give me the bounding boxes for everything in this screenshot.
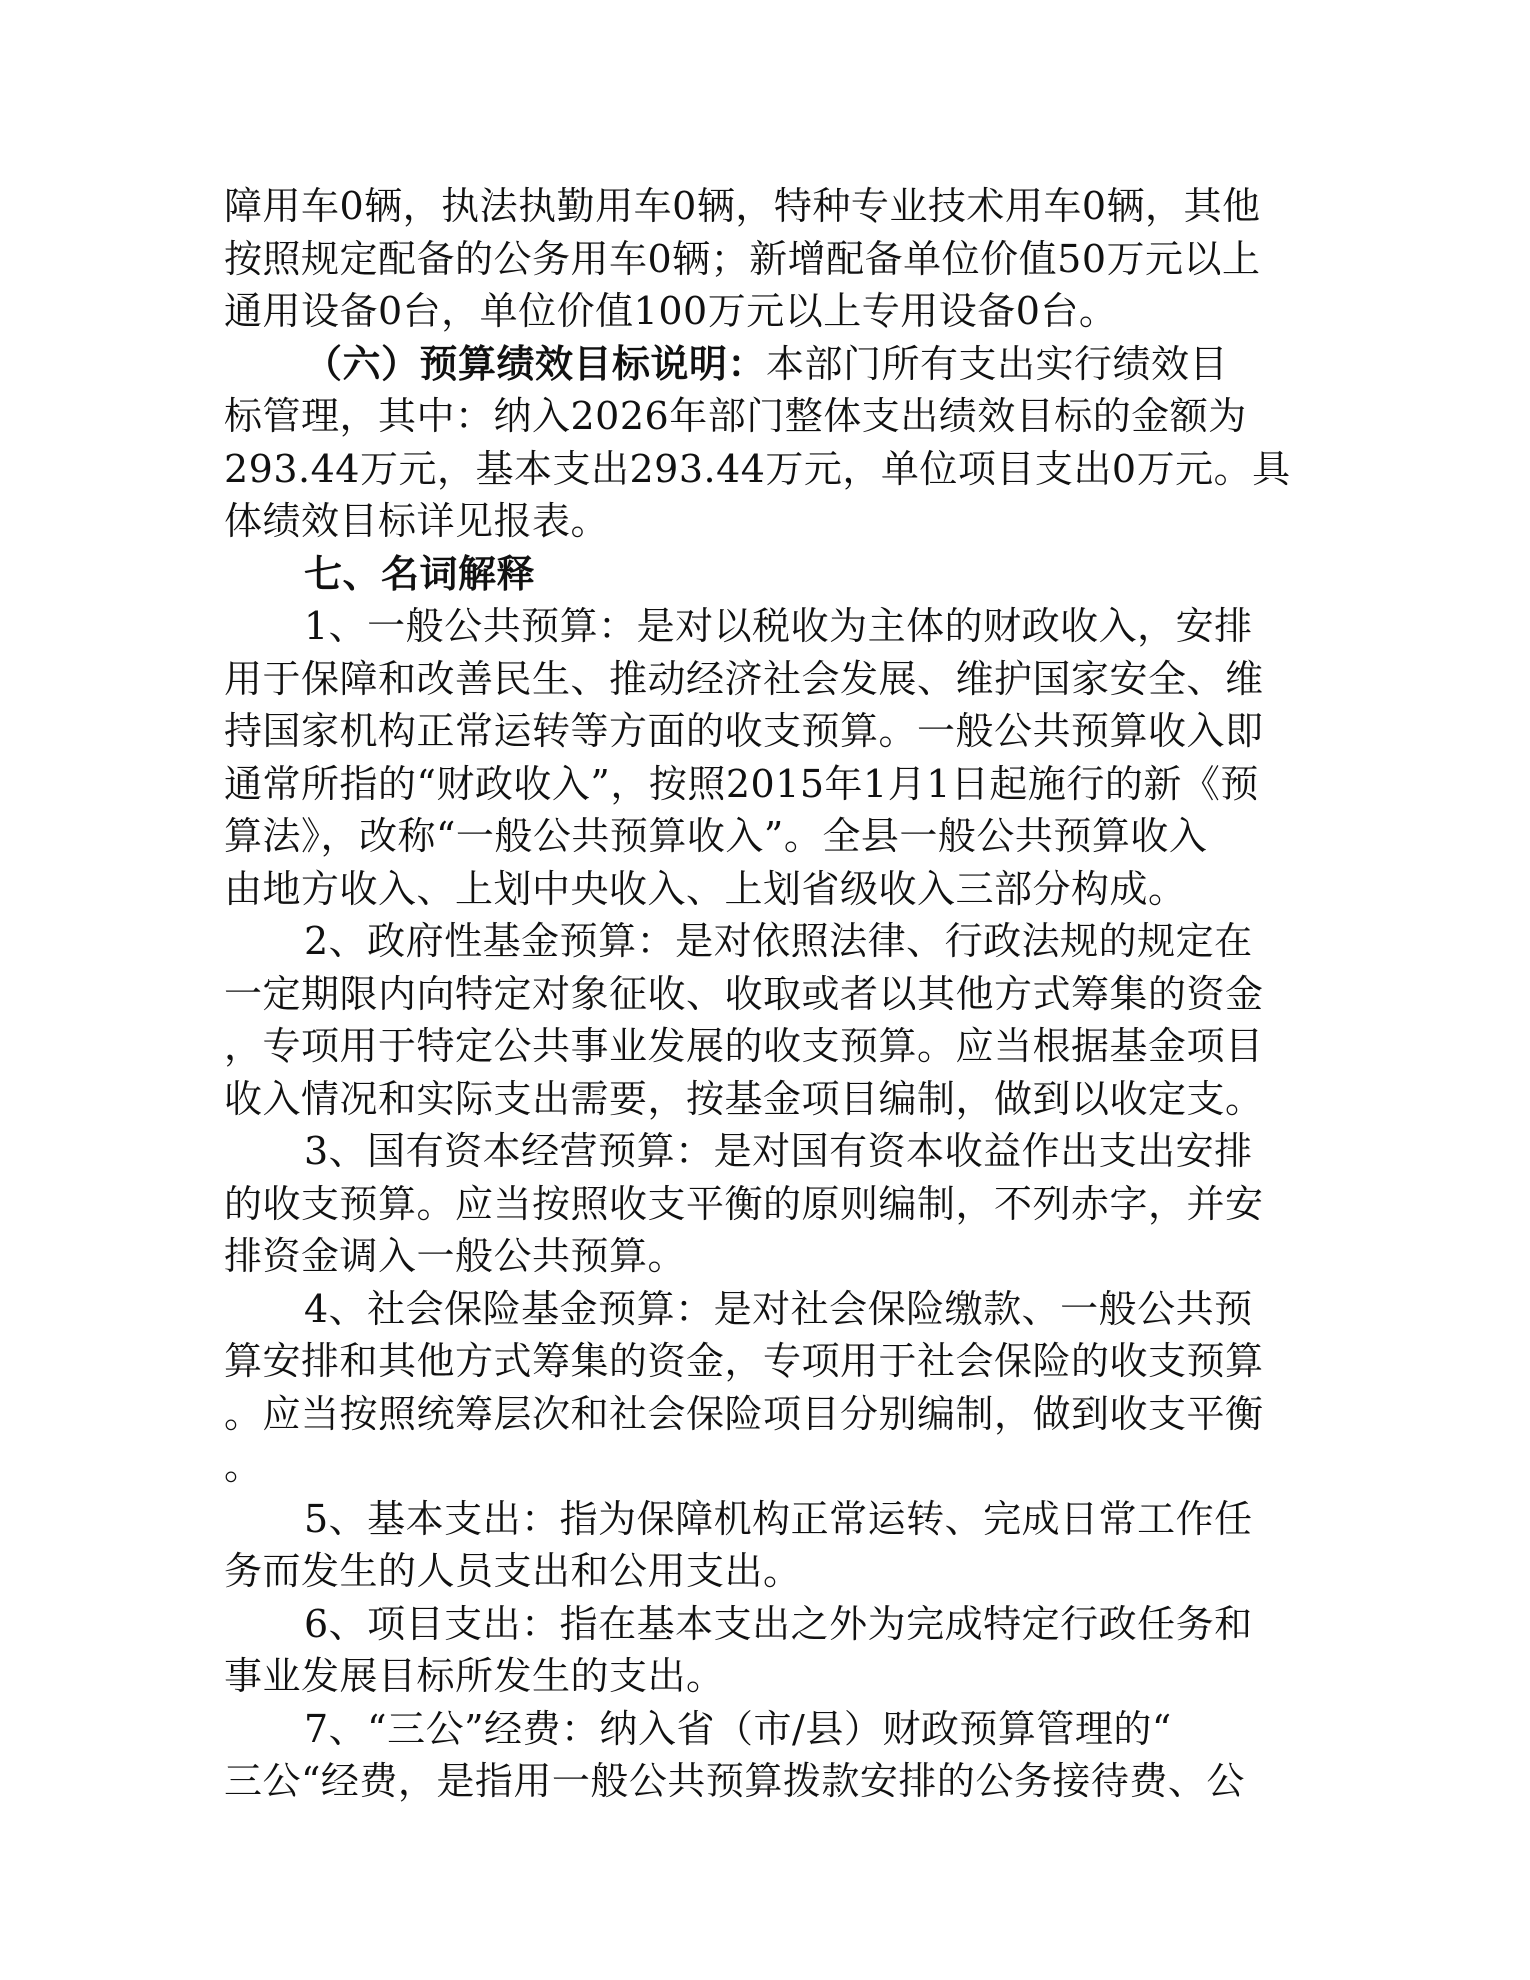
glossary-item-line: 3、国有资本经营预算：是对国有资本收益作出支出安排 [304, 1129, 1253, 1173]
body-line: 体绩效目标详见报表。 [224, 499, 610, 543]
section-heading-glossary: 七、名词解释 [304, 550, 536, 596]
glossary-item-line: 6、项目支出：指在基本支出之外为完成特定行政任务和 [304, 1601, 1253, 1646]
glossary-item-line: 4、社会保险基金预算：是对社会保险缴款、一般公共预 [304, 1286, 1253, 1331]
body-line: 标管理，其中：纳入2026年部门整体支出绩效目标的金额为 [224, 394, 1247, 438]
section-line-performance-goals [224, 338, 1310, 391]
section-heading-performance-goals: （六）预算绩效目标说明： [304, 340, 767, 386]
body-line: ，专项用于特定公共事业发展的收支预算。应当根据基金项目 [224, 1024, 1264, 1068]
body-line: 算法》，改称“一般公共预算收入”。全县一般公共预算收入 [224, 814, 1208, 858]
body-line: 。应当按照统筹层次和社会保险项目分别编制，做到收支平衡 [224, 1391, 1264, 1436]
body-line: 事业发展目标所发生的支出。 [224, 1654, 725, 1698]
glossary-item-line: 5、基本支出：指为保障机构正常运转、完成日常工作任 [304, 1496, 1253, 1541]
body-line: 的收支预算。应当按照收支平衡的原则编制，不列赤字，并安 [224, 1181, 1264, 1226]
body-line: 通常所指的“财政收入”，按照2015年1月1日起施行的新《预 [224, 761, 1259, 806]
body-line: 务而发生的人员支出和公用支出。 [224, 1549, 802, 1593]
body-line: 收入情况和实际支出需要，按基金项目编制，做到以收定支。 [224, 1076, 1264, 1121]
glossary-item-line: 2、政府性基金预算：是对依照法律、行政法规的规定在 [304, 919, 1253, 963]
body-line: 障用车0辆，执法执勤用车0辆，特种专业技术用车0辆，其他 [224, 184, 1261, 228]
body-line: 三公“经费，是指用一般公共预算拨款安排的公务接待费、公 [224, 1759, 1245, 1803]
body-line: 算安排和其他方式筹集的资金，专项用于社会保险的收支预算 [224, 1339, 1264, 1383]
body-line: 。 [224, 1444, 263, 1488]
glossary-item-line: 7、“三公”经费：纳入省（市/县）财政预算管理的“ [304, 1706, 1172, 1751]
glossary-item-line: 1、一般公共预算：是对以税收为主体的财政收入，安排 [304, 604, 1253, 648]
body-line: 持国家机构正常运转等方面的收支预算。一般公共预算收入即 [224, 709, 1264, 753]
document-body [224, 180, 1310, 1808]
body-line: 293.44万元，基本支出293.44万元，单位项目支出0万元。具 [224, 446, 1291, 491]
body-line: 排资金调入一般公共预算。 [224, 1234, 687, 1278]
body-line: 通用设备0台，单位价值100万元以上专用设备0台。 [224, 289, 1118, 333]
body-line: 一定期限内向特定对象征收、收取或者以其他方式筹集的资金 [224, 971, 1264, 1016]
body-line: 由地方收入、上划中央收入、上划省级收入三部分构成。 [224, 866, 1187, 911]
body-line: 按照规定配备的公务用车0辆；新增配备单位价值50万元以上 [224, 236, 1261, 281]
body-text: 本部门所有支出实行绩效目 [766, 341, 1229, 386]
body-line: 用于保障和改善民生、推动经济社会发展、维护国家安全、维 [224, 656, 1264, 701]
